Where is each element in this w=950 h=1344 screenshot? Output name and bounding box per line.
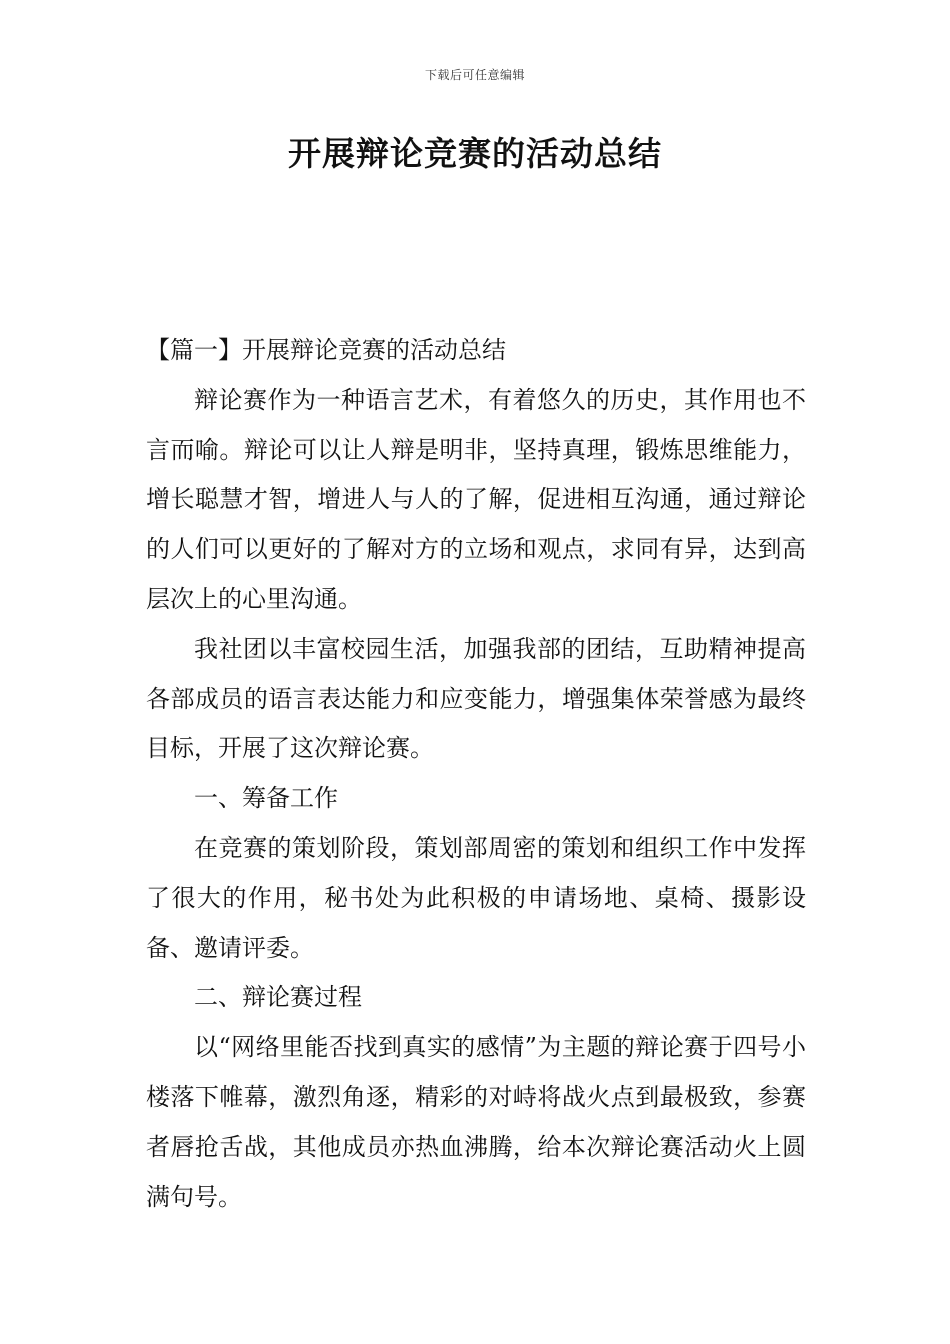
paragraph-preparation: 在竞赛的策划阶段，策划部周密的策划和组织工作中发挥了很大的作用，秘书处为此积极的申请场地、桌椅、摄影设备、邀请评委。 [146,833,806,962]
subheading-process: 二、辩论赛过程 [194,983,362,1012]
subheading-preparation: 一、筹备工作 [194,784,338,813]
section-heading: 【篇一】开展辩论竞赛的活动总结 [146,336,506,364]
document-title: 开展辩论竞赛的活动总结 [288,134,662,173]
document-body [146,326,806,1222]
paragraph-intro: 辩论赛作为一种语言艺术，有着悠久的历史，其作用也不言而喻。辩论可以让人辩是明非，坚持真理，锻炼思维能力，增长聪慧才智，增进人与人的了解，促进相互沟通，通过辩论的人们可以更好的了解对方的立场和观点，求同有异，达到高层次上的心里沟通。 [146,385,806,613]
paragraph-process: 以“网络里能否找到真实的感情”为主题的辩论赛于四号小楼落下帷幕，激烈角逐，精彩的对峙将战火点到最极致，参赛者唇抢舌战，其他成员亦热血沸腾，给本次辩论赛活动火上圆满句号。 [146,1033,806,1211]
header-note: 下载后可任意编辑 [424,68,525,82]
paragraph-purpose: 我社团以丰富校园生活，加强我部的团结，互助精神提高各部成员的语言表达能力和应变能力，增强集体荣誉感为最终目标，开展了这次辩论赛。 [146,634,806,763]
